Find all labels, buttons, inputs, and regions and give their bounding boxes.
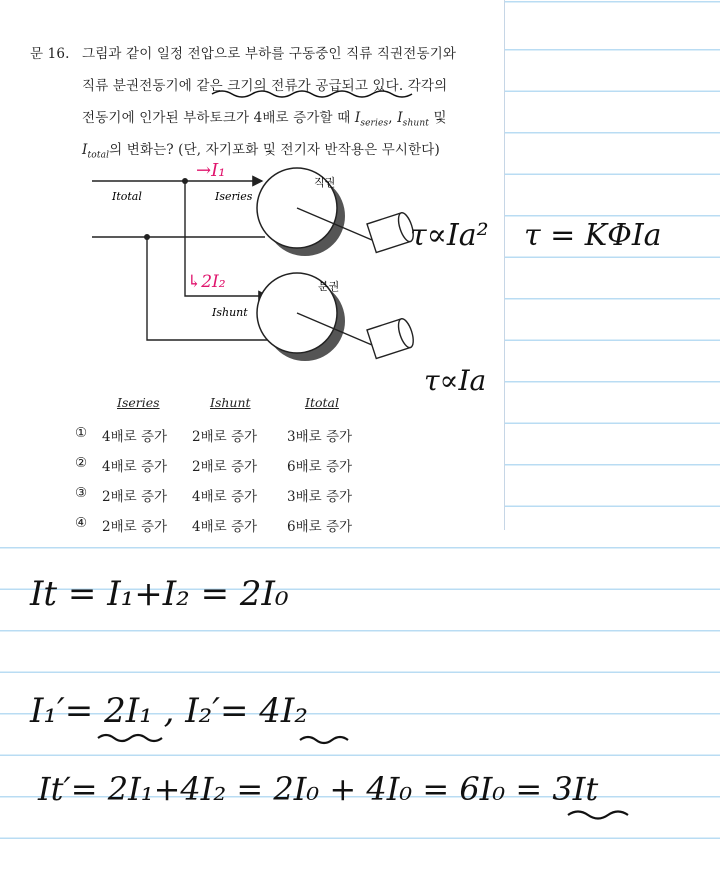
- choice-shunt-value: 4배로 증가: [192, 519, 258, 535]
- annotation-2i2: ↳2I₂: [187, 272, 226, 292]
- squiggle-3it: [568, 812, 628, 819]
- choice-shunt-value: 2배로 증가: [192, 429, 258, 445]
- question-text-1: 그림과 같이 일정 전압으로 부하를 구동중인 직류 직권전동기와: [82, 46, 457, 62]
- question-text-4: 의 변화는? (단, 자기포화 및 전기자 반작용은 무시한다): [109, 142, 440, 158]
- header-total: Itotal: [305, 395, 339, 410]
- comma: ,: [388, 110, 398, 126]
- hand-shunt-torque: τ∝Ia: [424, 364, 487, 397]
- hand-eq-new-currents: I₁′= 2I₁ , I₂′= 4I₂: [30, 691, 308, 731]
- choice-series-value: 2배로 증가: [102, 519, 168, 535]
- symbol-i-shunt: I: [397, 110, 403, 126]
- choice-series-value: 2배로 증가: [102, 489, 168, 505]
- choice-shunt-value: 2배로 증가: [192, 459, 258, 475]
- label-shunt-motor: 분권: [318, 280, 340, 293]
- choice-series-value: 4배로 증가: [102, 429, 168, 445]
- hand-eq-total-current: It = I₁+I₂ = 2I₀: [30, 574, 289, 614]
- choice-total-value: 3배로 증가: [287, 489, 353, 505]
- question-text-3-end: 및: [429, 110, 447, 126]
- choice-number: ③: [75, 485, 88, 501]
- label-series-motor: 직권: [314, 176, 336, 189]
- hand-series-torque: τ∝Ia²: [410, 218, 489, 253]
- subscript-shunt: shunt: [402, 118, 430, 129]
- choice-number: ①: [75, 425, 88, 441]
- subscript-series: series: [360, 118, 389, 129]
- symbol-i-series: I: [354, 110, 361, 126]
- choice-total-value: 3배로 증가: [287, 429, 353, 445]
- header-shunt: Ishunt: [210, 395, 251, 410]
- question-number: 문 16.: [30, 46, 70, 62]
- question-text-3: 전동기에 인가된 부하토크가 4배로 증가할 때: [82, 110, 355, 126]
- choice-series-value: 4배로 증가: [102, 459, 168, 475]
- annotation-i1: →I₁: [196, 160, 226, 181]
- header-series: Iseries: [117, 395, 160, 410]
- choice-number: ④: [75, 515, 88, 531]
- choice-total-value: 6배로 증가: [287, 519, 353, 535]
- choice-number: ②: [75, 455, 88, 471]
- squiggle-2i1: [98, 735, 162, 741]
- subscript-total: total: [87, 150, 110, 161]
- label-i-shunt: Ishunt: [212, 306, 248, 319]
- label-i-total: Itotal: [112, 190, 142, 203]
- symbol-i-total: I: [82, 142, 88, 158]
- hand-eq-new-total: It′= 2I₁+4I₂ = 2I₀ + 4I₀ = 6I₀ = 3It: [38, 770, 599, 808]
- choice-total-value: 6배로 증가: [287, 459, 353, 475]
- question-text-2: 직류 분권전동기에 같은 크기의 전류가 공급되고 있다. 각각의: [82, 78, 448, 94]
- squiggle-4i2: [300, 737, 348, 743]
- hand-torque-formula: τ = KΦIa: [524, 218, 662, 253]
- label-i-series: Iseries: [215, 190, 253, 203]
- choice-shunt-value: 4배로 증가: [192, 489, 258, 505]
